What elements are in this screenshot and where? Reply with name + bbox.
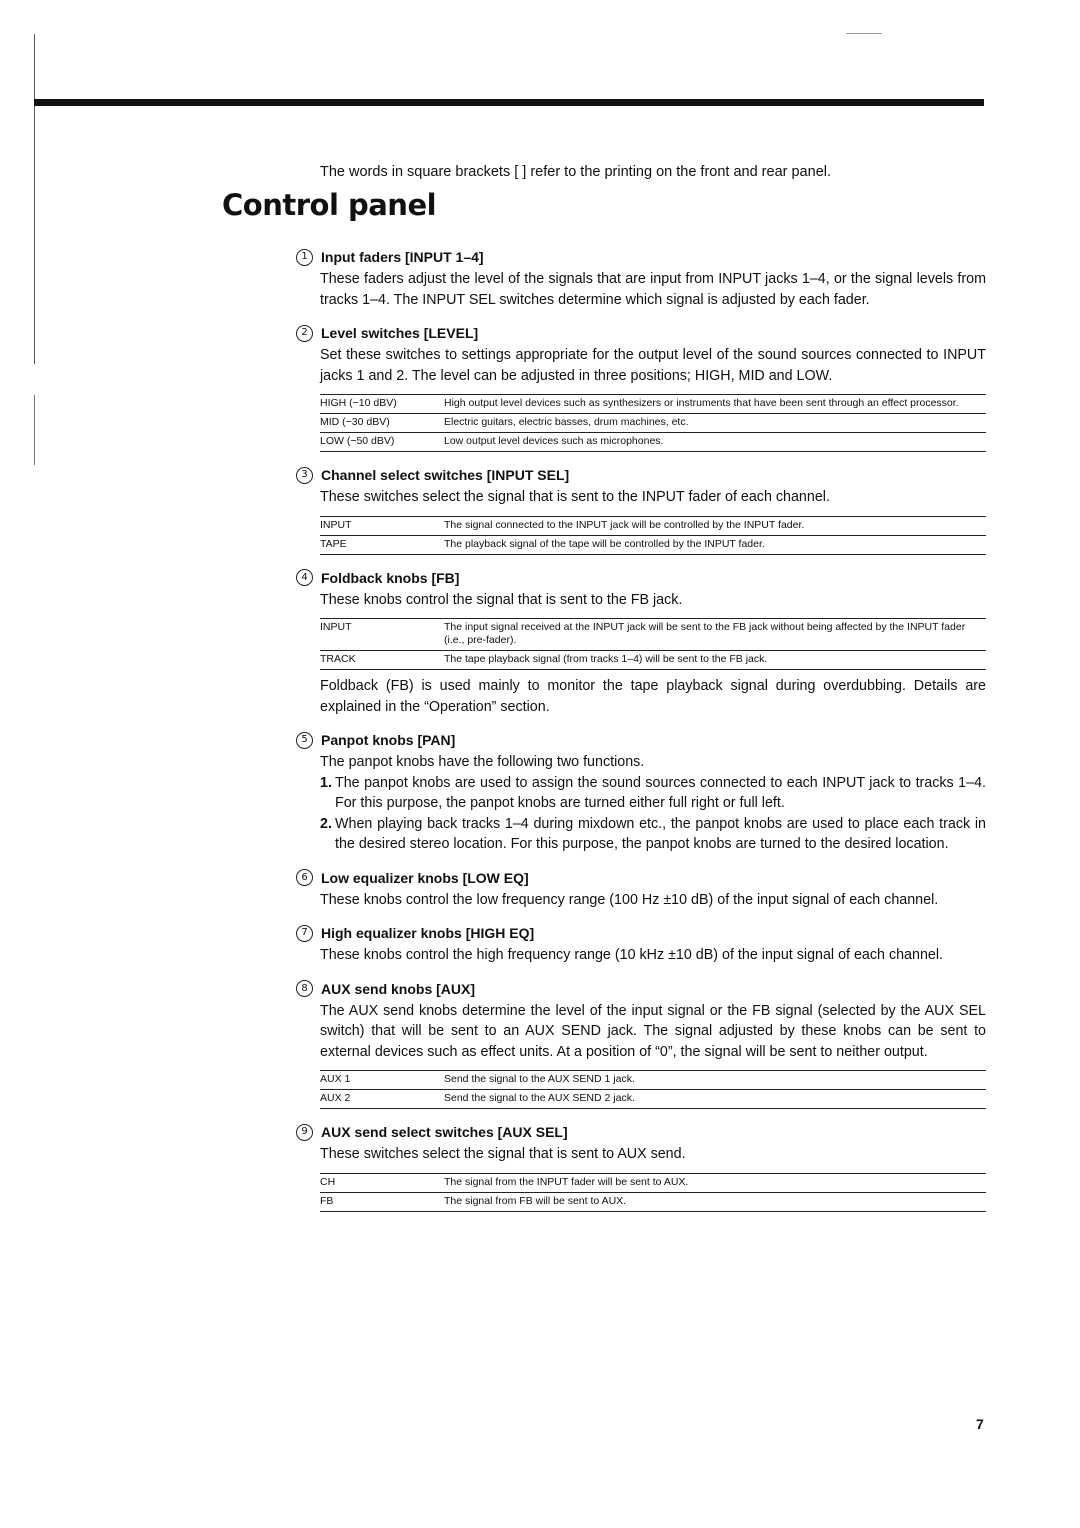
section-heading [296,978,986,1000]
number-circle-icon: 2 [296,325,313,342]
table-value: The input signal received at the INPUT jack will be sent to the FB jack without being affected by the INPUT fader (i.e., pre-fader). [444,621,966,646]
section-1 [296,246,986,310]
section-heading [296,567,986,589]
section-heading-text: AUX send select switches [AUX SEL] [321,1124,568,1140]
table-key: CH [320,1175,336,1188]
table-key: HIGH (−10 dBV) [320,397,397,409]
section-paragraph: These switches select the signal that is sent to the INPUT fader of each channel. [320,489,830,505]
section-paragraph: These faders adjust the level of the signals that are input from INPUT jacks 1–4, or the signal levels from tracks 1–4. The INPUT SEL switches determine which signal is adjusted by each fader. [320,271,986,308]
table-key: INPUT [320,621,352,633]
number-circle-icon: 3 [296,467,313,484]
table-key: TRACK [320,653,356,665]
section-heading-text: Low equalizer knobs [LOW EQ] [321,869,529,886]
spec-table [320,516,986,555]
content-area [296,246,986,1224]
section-heading [296,246,986,268]
table-value: The signal from the INPUT fader will be sent to AUX. [444,1175,689,1188]
table-row [320,1071,986,1090]
number-circle-icon: 1 [296,249,313,266]
section-2 [296,322,986,452]
section-heading [296,867,986,889]
section-heading-text: Panpot knobs [PAN] [321,732,456,748]
table-key: TAPE [320,537,347,550]
table-key: INPUT [320,518,352,531]
spec-table [320,1173,986,1212]
table-value: The tape playback signal (from tracks 1–4) will be sent to the FB jack. [444,653,768,665]
table-row [320,395,986,414]
numbered-list [320,773,986,855]
table-key: AUX 2 [320,1092,351,1104]
section-7 [296,922,986,966]
left-margin-rule [34,34,35,364]
list-item-text: When playing back tracks 1–4 during mixdown etc., the panpot knobs are used to place each track in the desired stereo location. For this purpose, the panpot knobs are turned to the desired location. [335,815,986,852]
page-title: Control panel [222,188,437,222]
section-4 [296,567,986,718]
section-9 [296,1121,986,1212]
table-value: Low output level devices such as microphones. [444,435,664,447]
header-bar [34,99,984,106]
section-heading [296,1121,986,1143]
table-row [320,414,986,433]
table-key: LOW (−50 dBV) [320,435,395,447]
section-paragraph: These switches select the signal that is sent to AUX send. [320,1146,686,1162]
section-heading-text: AUX send knobs [AUX] [321,980,476,997]
section-8 [296,978,986,1110]
table-value: High output level devices such as synthesizers or instruments that have been sent through an effect processor. [444,397,959,409]
section-paragraph: These knobs control the signal that is sent to the FB jack. [320,591,683,608]
number-circle-icon: 6 [296,869,313,886]
table-row [320,516,986,535]
section-3 [296,464,986,555]
corner-mark [846,33,882,34]
section-paragraph: These knobs control the high frequency range (10 kHz ±10 dB) of the input signal of each channel. [320,947,943,963]
section-heading-text: Foldback knobs [FB] [321,569,460,586]
table-row [320,1090,986,1109]
table-row [320,433,986,452]
list-item-number: 1. [320,774,332,791]
table-row [320,1192,986,1211]
section-paragraph: These knobs control the low frequency range (100 Hz ±10 dB) of the input signal of each channel. [320,891,939,908]
table-value: Send the signal to the AUX SEND 1 jack. [444,1073,635,1085]
section-heading-text: Input faders [INPUT 1–4] [321,249,484,265]
section-heading-text: Channel select switches [INPUT SEL] [321,467,570,483]
section-note: Foldback (FB) is used mainly to monitor the tape playback signal during overdubbing. Details are explained in the “Operation” section. [320,678,986,715]
section-heading-text: High equalizer knobs [HIGH EQ] [321,925,535,941]
section-heading-text: Level switches [LEVEL] [321,325,479,341]
left-margin-rule [34,395,35,465]
number-circle-icon: 9 [296,1124,313,1141]
intro-text: The words in square brackets [ ] refer to the printing on the front and rear panel. [320,163,832,180]
section-6 [296,867,986,911]
spec-table [320,394,986,452]
section-heading [296,322,986,344]
list-item-text: The panpot knobs are used to assign the sound sources connected to each INPUT jack to tracks 1–4. For this purpose, the panpot knobs are turned either full right or full left. [335,774,986,811]
number-circle-icon: 7 [296,925,313,942]
table-row [320,1173,986,1192]
spec-table [320,1070,986,1109]
table-value: The signal from FB will be sent to AUX. [444,1194,627,1207]
table-key: MID (−30 dBV) [320,416,390,428]
number-circle-icon: 5 [296,732,313,749]
table-value: Send the signal to the AUX SEND 2 jack. [444,1092,635,1104]
table-row [320,535,986,554]
section-heading [296,922,986,944]
list-item-number: 2. [320,815,332,832]
section-paragraph: The AUX send knobs determine the level of the input signal or the FB signal (selected by the AUX SEL switch) that will be sent to an AUX SEND jack. The signal adjusted by these knobs can be sent to external devices such as effect units. At a position of “0”, the signal will be sent to neither output. [320,1002,986,1060]
spec-table [320,618,986,670]
table-value: The signal connected to the INPUT jack will be controlled by the INPUT fader. [444,518,805,531]
list-item [320,773,986,814]
number-circle-icon: 8 [296,980,313,997]
number-circle-icon: 4 [296,569,313,586]
list-item [320,814,986,855]
section-heading [296,464,986,486]
page-number: 7 [976,1416,984,1432]
table-value: The playback signal of the tape will be controlled by the INPUT fader. [444,537,765,550]
table-value: Electric guitars, electric basses, drum machines, etc. [444,416,689,428]
section-paragraph: Set these switches to settings appropriate for the output level of the sound sources connected to INPUT jacks 1 and 2. The level can be adjusted in three positions; HIGH, MID and LOW. [320,347,986,384]
section-5 [296,729,986,855]
table-key: AUX 1 [320,1073,351,1085]
table-row [320,651,986,670]
section-paragraph: The panpot knobs have the following two functions. [320,754,645,770]
section-heading [296,729,986,751]
table-key: FB [320,1194,334,1207]
table-row [320,619,986,651]
